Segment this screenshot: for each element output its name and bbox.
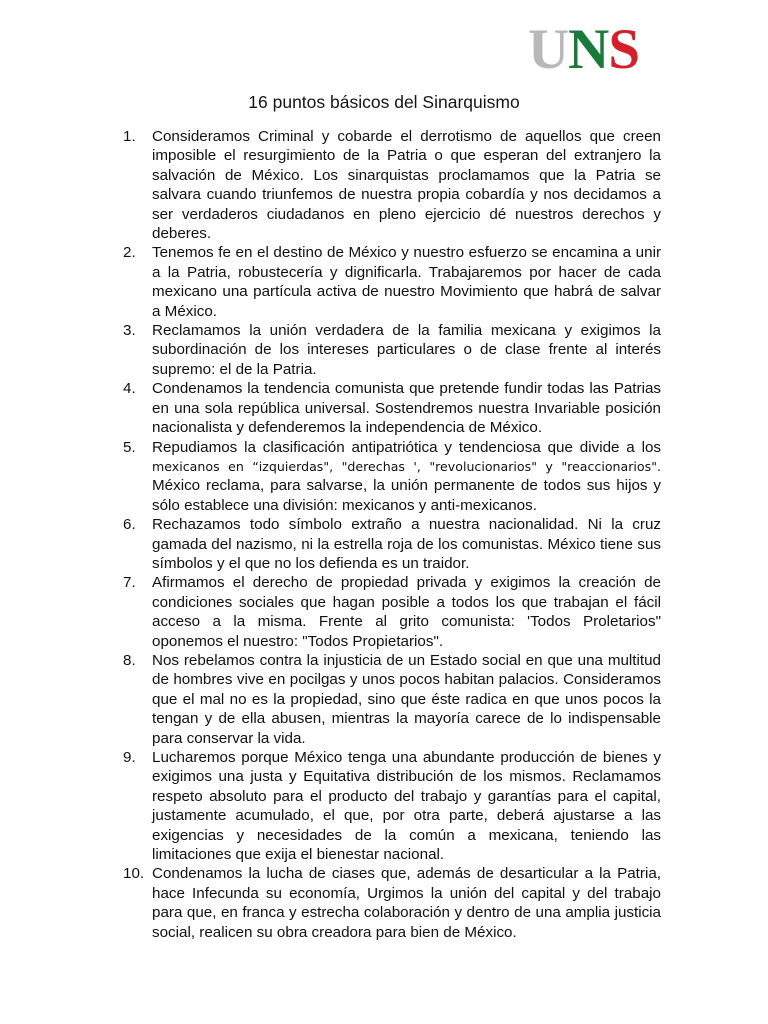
list-item (123, 438, 661, 516)
item-text-rest: México reclama, para salvarse, la unión permanente de todos sus hijos y sólo establece una división: mexicanos y anti-mexicanos. (152, 477, 661, 514)
page-title: 16 puntos básicos del Sinarquismo (248, 92, 520, 112)
item-number: 4. (123, 380, 136, 398)
item-number: 8. (123, 651, 136, 669)
logo-letter-s: S (608, 18, 640, 81)
item-text: Repudiamos la clasificación antipatriótica y tendenciosa que divide a los (152, 438, 661, 456)
item-text: Reclamamos la unión verdadera de la familia mexicana y exigimos la subordinación de los intereses particulares o de clase frente al interés supremo: el de la Patria. (152, 322, 661, 378)
item-number: 2. (123, 244, 136, 262)
list-item (123, 127, 661, 243)
item-text: Lucharemos porque México tenga una abundante producción de bienes y exigimos una justa y Equitativa distribución de los mismos. Reclamamos respeto absoluto para el producto del trabajo y garantías para el capital, justamente acumulado, el que, por otra parte, deberá ajustarse a las exigencias y necesidades de la común a mexicana, teniendo las limitaciones que exija el bienestar nacional. (152, 749, 661, 864)
item-text-alt-font: mexicanos en “izquierdas", "derechas ', "revolucionarios" y "reaccionarios". (152, 458, 661, 474)
list-item (123, 243, 661, 321)
list-item (123, 864, 661, 942)
item-number: 1. (123, 128, 136, 145)
item-text: Condenamos la tendencia comunista que pretende fundir todas las Patrias en una sola república universal. Sostendremos nuestra Invariable posición nacionalista y defenderemos la independencia de México. (152, 380, 661, 437)
points-list (123, 127, 661, 942)
item-number: 9. (123, 749, 136, 766)
uns-logo (528, 18, 648, 81)
logo-letter-n: N (568, 18, 609, 81)
list-item (123, 379, 661, 437)
item-number: 7. (123, 574, 136, 592)
item-text: Rechazamos todo símbolo extraño a nuestra nacionalidad. Ni la cruz gamada del nazismo, ni la estrella roja de los comunistas. México tiene sus símbolos y el que no los defienda es un traidor. (152, 516, 661, 572)
item-number: 5. (123, 438, 136, 456)
item-text: Tenemos fe en el destino de México y nuestro esfuerzo se encamina a unir a la Patria, robustecería y dignificarla. Trabajaremos por hacer de cada mexicano una partícula activa de nuestro Movimiento que habrá de salvar a México. (152, 244, 661, 320)
item-text: Consideramos Criminal y cobarde el derrotismo de aquellos que creen imposible el resurgimiento de la Patria o que esperan del extranjero la salvación de México. Los sinarquistas proclamamos que la Patria se salvara cuando triunfemos de nuestra propia cobardía y nos decidamos a ser verdaderos ciudadanos en pleno ejercicio dé nuestros derechos y deberes. (152, 128, 661, 243)
item-number: 10. (123, 865, 145, 883)
item-text: Condenamos la lucha de ciases que, además de desarticular a la Patria, hace Infecunda su economía, Urgimos la unión del capital y del trabajo para que, en franca y estrecha colaboración y dentro de una amplia justicia social, realicen su obra creadora para bien de México. (152, 865, 661, 941)
list-item (123, 515, 661, 573)
list-item (123, 651, 661, 748)
logo-letter-u: U (528, 18, 569, 81)
list-item (123, 321, 661, 379)
item-number: 6. (123, 516, 136, 534)
item-text: Nos rebelamos contra la injusticia de un Estado social en que una multitud de hombres vive en pocilgas y unos pocos habitan palacios. Consideramos que el mal no es la propiedad, sino que éste radica en que unos pocos la tengan y de ella abusen, mientras la mayoría carece de lo indispensable para conservar la vida. (152, 651, 661, 747)
item-number: 3. (123, 322, 136, 340)
item-text: Afirmamos el derecho de propiedad privada y exigimos la creación de condiciones sociales que hagan posible a todos los que trabajan el fácil acceso a la misma. Frente al grito comunista: 'Todos Proletarios" oponemos el nuestro: "Todos Propietarios". (152, 574, 661, 650)
list-item (123, 748, 661, 864)
list-item (123, 573, 661, 651)
